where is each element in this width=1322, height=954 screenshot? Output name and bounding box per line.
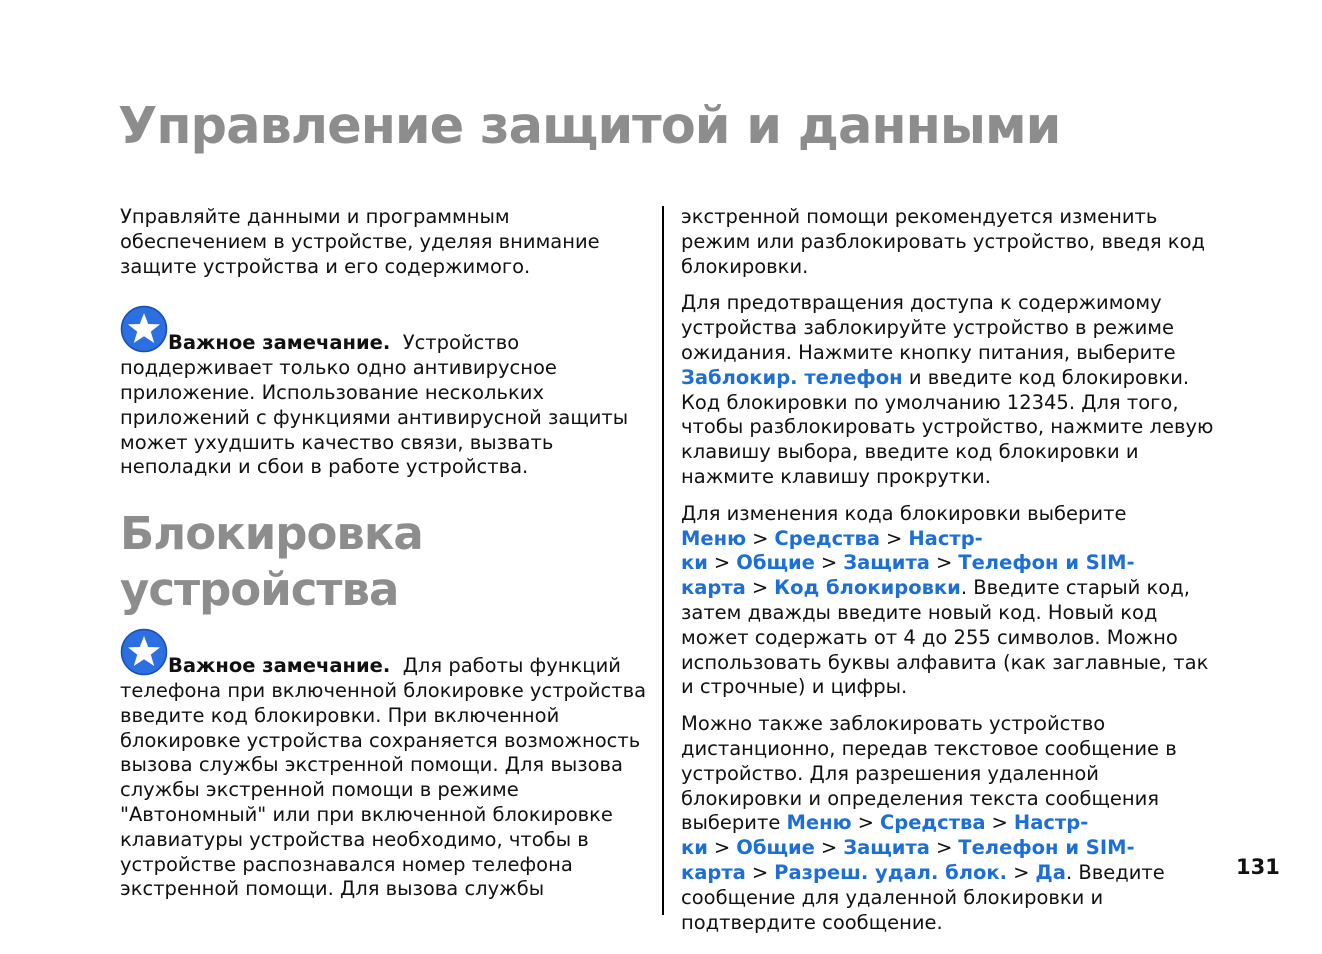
- path-separator: >: [886, 526, 903, 550]
- note-text: Устройство поддерживает только одно антивирусное приложение. Использование нескольких приложений с функциями антивирусной защиты может ухудшить качество связи, вызвать неполадки и сбои в работе устройства.: [120, 331, 629, 479]
- menu-path-item: Телефон и SIM-карта: [681, 551, 1135, 600]
- path-separator: >: [820, 836, 838, 860]
- section-title: Блокировка устройства: [120, 507, 423, 617]
- path-separator: >: [713, 551, 731, 575]
- menu-path-item: Средства: [774, 526, 881, 550]
- menu-path-item: Средства: [879, 811, 986, 835]
- path-separator: >: [713, 836, 731, 860]
- column-divider: [662, 206, 664, 915]
- menu-path-item: Да: [1035, 860, 1066, 884]
- path-separator: >: [1013, 860, 1030, 884]
- important-note-antivirus: [120, 305, 650, 480]
- path-separator: >: [820, 551, 838, 575]
- paragraph-remote-lock: Можно также заблокировать устройство дистанционно, передав текстовое сообщение в устройство. Для разрешения удаленной блокировки и определения текста сообщения выберите Меню > Средства > Настр-ки > Общие > Защита > Телефон и SIM-карта > Разреш. удал. блок. > Да. Введите сообщение для удаленной блокировки и подтвердите сообщение.: [681, 712, 1177, 934]
- paragraph-lock-phone: Для предотвращения доступа к содержимому устройства заблокируйте устройство в режиме ожидания. Нажмите кнопку питания, выберите Заблокир. телефон и введите код блокировки. Код блокировки по умолчанию 12345. Для того, чтобы разблокировать устройство, нажмите левую клавишу выбора, введите код блокировки и нажмите клавишу прокрутки.: [681, 291, 1214, 488]
- note-heading: Важное замечание.: [168, 331, 391, 355]
- path-separator: >: [935, 551, 953, 575]
- menu-path-item: Общие: [736, 551, 815, 575]
- path-separator: >: [751, 860, 769, 884]
- left-column: [120, 205, 650, 914]
- intro-paragraph: Управляйте данными и программным обеспечением в устройстве, уделяя внимание защите устройства и его содержимого.: [120, 205, 600, 278]
- path-separator: >: [752, 526, 769, 550]
- menu-path-item: Код блокировки: [774, 576, 961, 600]
- page-title: Управление защитой и данными: [118, 97, 1061, 156]
- path-separator: >: [935, 836, 953, 860]
- page-number: 131: [1236, 855, 1280, 879]
- menu-path-item: Меню: [681, 526, 747, 550]
- right-column: [681, 205, 1215, 947]
- menu-path-item: Защита: [843, 836, 930, 860]
- star-badge-icon: [120, 628, 168, 676]
- menu-path-item: Разреш. удал. блок.: [774, 860, 1008, 884]
- menu-path-item: Защита: [843, 551, 930, 575]
- menu-command-lock-phone: Заблокир. телефон: [681, 365, 903, 389]
- paragraph-change-code: Для изменения кода блокировки выберите Меню > Средства > Настр-ки > Общие > Защита > Телефон и SIM-карта > Код блокировки. Введите старый код, затем дважды введите новый код. Новый код может содержать от 4 до 255 символов. Можно использовать буквы алфавита (как заглавные, так и строчные) и цифры.: [681, 501, 1209, 699]
- note-heading: Важное замечание.: [168, 654, 391, 678]
- paragraph-emergency: экстренной помощи рекомендуется изменить режим или разблокировать устройство, введя код блокировки.: [681, 205, 1205, 278]
- menu-path-item: Настр-ки: [681, 526, 983, 575]
- important-note-lock: [120, 628, 650, 902]
- menu-path-item: Телефон и SIM-карта: [681, 836, 1135, 884]
- note-text: Для работы функций телефона при включенной блокировке устройства введите код блокировки. При включенной блокировке устройства сохраняется возможность вызова службы экстренной помощи. Для вызова службы экстренной помощи в режиме "Автономный" или при включенной блокировке клавиатуры устройства необходимо, чтобы в устройстве распознавался номер телефона экстренной помощи. Для вызова службы: [120, 654, 647, 901]
- menu-path-item: Настр-ки: [681, 811, 1089, 860]
- menu-path-item: Меню: [786, 811, 852, 835]
- star-badge-icon: [120, 305, 168, 353]
- path-separator: >: [857, 811, 874, 835]
- path-separator: >: [751, 576, 769, 600]
- menu-path-item: Общие: [736, 836, 815, 860]
- path-separator: >: [991, 811, 1008, 835]
